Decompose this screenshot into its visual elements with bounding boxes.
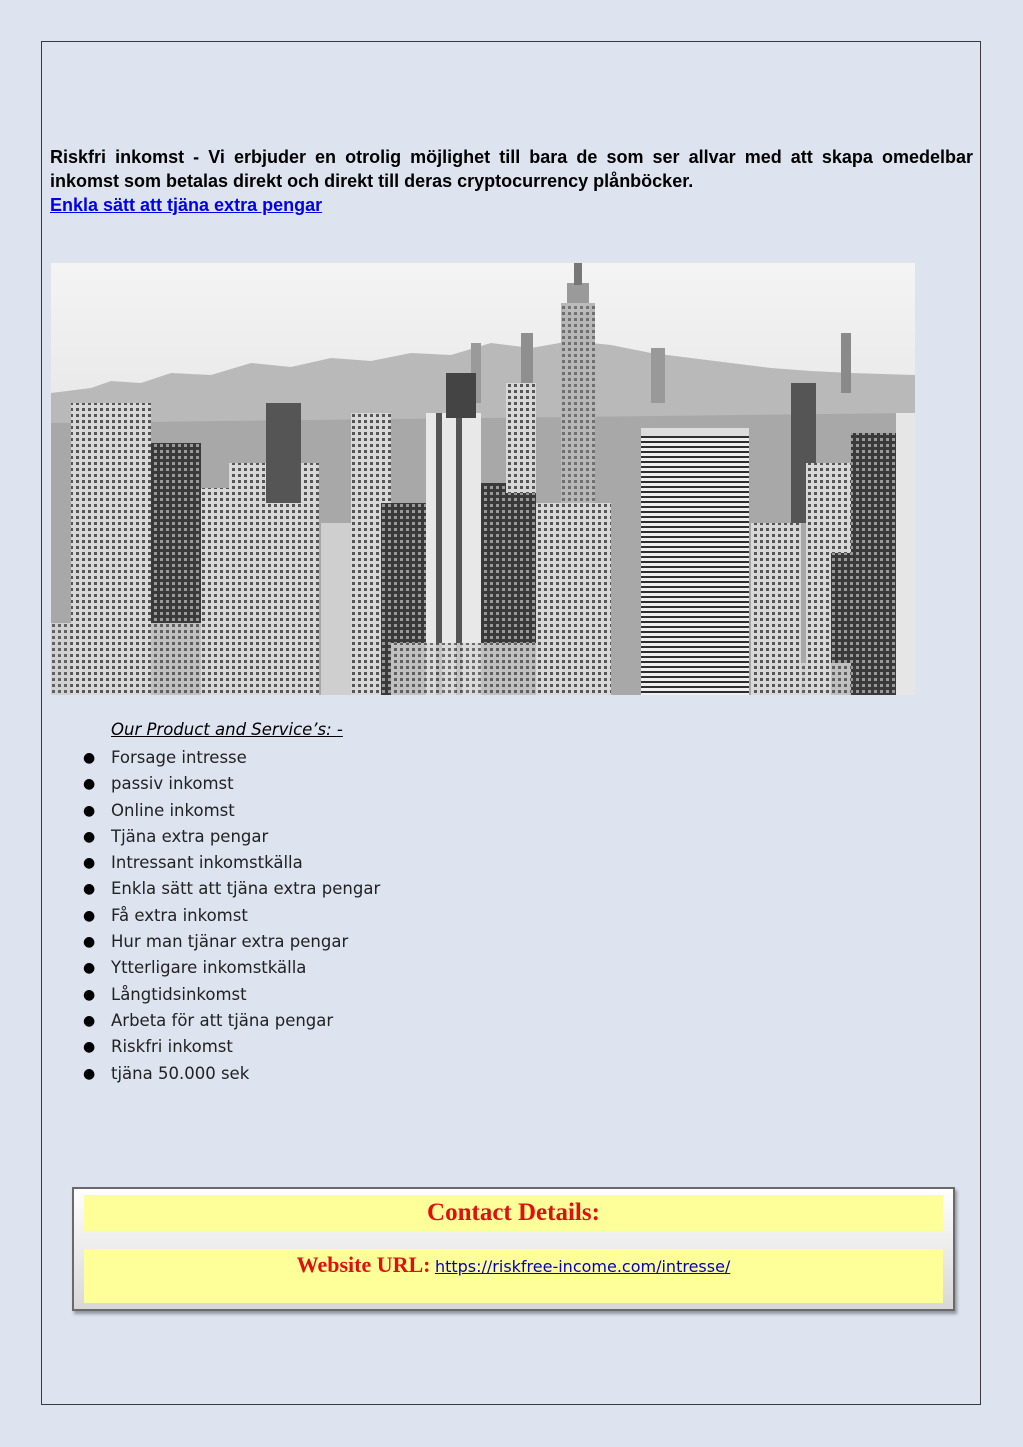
- service-item-label: Få extra inkomst: [111, 905, 248, 925]
- bullet-icon: ●: [83, 776, 96, 793]
- bullet-icon: ●: [83, 960, 96, 977]
- city-skyline-photo: [51, 263, 915, 695]
- service-list-item: [0, 931, 380, 957]
- intro-paragraph: Riskfri inkomst - Vi erbjuder en otrolig möjlighet till bara de som ser allvar med att skapa omedelbar inkomst som betalas direkt och direkt till deras cryptocurrency plånböcker.: [50, 147, 973, 191]
- bullet-icon: ●: [83, 907, 96, 924]
- contact-url-bar: [84, 1249, 943, 1303]
- service-list-item: [0, 984, 380, 1010]
- bullet-icon: ●: [83, 750, 96, 766]
- website-url-link[interactable]: https://riskfree-income.com/intresse/: [434, 1257, 731, 1276]
- service-list-item: [0, 800, 380, 826]
- service-list-item: [0, 852, 380, 878]
- service-item-label: Forsage intresse: [111, 748, 247, 767]
- service-item-label: Tjäna extra pengar: [111, 826, 269, 846]
- service-item-label: Intressant inkomstkälla: [111, 853, 303, 873]
- service-item-label: Enkla sätt att tjäna extra pengar: [111, 879, 381, 899]
- service-list-item: [0, 1010, 380, 1036]
- bullet-icon: ●: [83, 1039, 96, 1056]
- service-list-item: [0, 747, 380, 773]
- skyline-illustration: [51, 263, 915, 695]
- bullet-icon: ●: [83, 855, 96, 872]
- website-url-label: Website URL:: [296, 1252, 431, 1277]
- bullet-icon: ●: [83, 881, 96, 898]
- bullet-icon: ●: [83, 986, 96, 1003]
- service-item-label: Riskfri inkomst: [111, 1037, 233, 1057]
- bullet-icon: ●: [83, 1012, 96, 1029]
- contact-heading: Contact Details:: [427, 1199, 600, 1226]
- bullet-icon: ●: [83, 828, 96, 845]
- service-list-item: [0, 1036, 380, 1062]
- bullet-icon: ●: [83, 934, 96, 951]
- service-list-item: [0, 1063, 380, 1089]
- service-list-item: [0, 773, 380, 799]
- service-item-label: Arbeta för att tjäna pengar: [111, 1010, 334, 1030]
- bullet-icon: ●: [83, 802, 96, 819]
- contact-box: [72, 1187, 955, 1311]
- service-list-item: [0, 878, 380, 904]
- service-item-label: Hur man tjänar extra pengar: [111, 932, 349, 952]
- service-item-label: Långtidsinkomst: [111, 984, 247, 1004]
- service-item-label: Online inkomst: [111, 800, 235, 820]
- service-list-item: [0, 905, 380, 931]
- service-item-label: passiv inkomst: [111, 774, 234, 794]
- service-list-item: [0, 957, 380, 983]
- service-list-item: [0, 826, 380, 852]
- services-list: [0, 747, 380, 1089]
- intro-link[interactable]: Enkla sätt att tjäna extra pengar: [50, 195, 323, 215]
- service-item-label: tjäna 50.000 sek: [111, 1063, 250, 1083]
- services-title: Our Product and Service’s: -: [111, 720, 343, 739]
- service-item-label: Ytterligare inkomstkälla: [111, 958, 307, 978]
- contact-heading-bar: [84, 1195, 943, 1231]
- bullet-icon: ●: [83, 1065, 96, 1082]
